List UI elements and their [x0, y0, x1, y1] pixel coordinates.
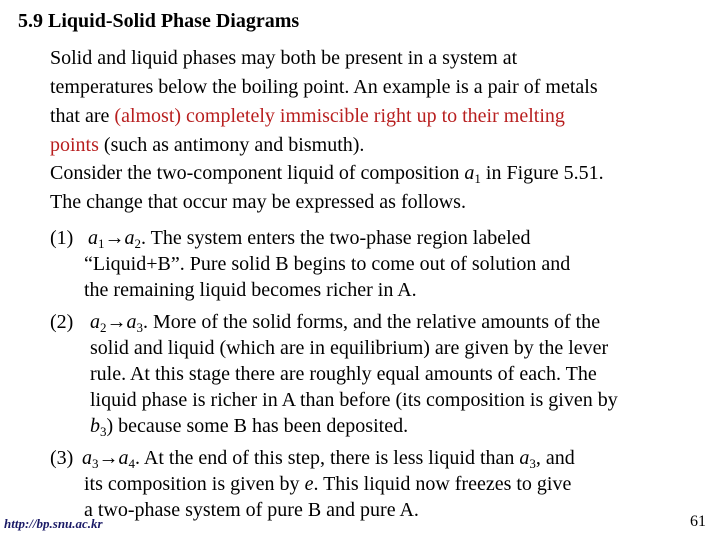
- arrow-icon: →: [104, 227, 125, 249]
- page-number: 61: [690, 513, 706, 530]
- step-text: . At the end of this step, there is less liquid than: [135, 447, 520, 469]
- intro-line: temperatures below the boiling point. An example is a pair of metals: [50, 76, 598, 98]
- step-from-subscript: 2: [100, 320, 107, 335]
- step-2-line: [90, 413, 408, 439]
- consider-text: Consider the two-component liquid of composition: [50, 162, 465, 184]
- slide-title: 5.9 Liquid-Solid Phase Diagrams: [18, 10, 300, 32]
- step-text: ) because some B has been deposited.: [106, 415, 409, 437]
- step-1-head: [50, 225, 531, 251]
- intro-highlight: (almost) completely immiscible right up to their melting: [114, 105, 565, 127]
- intro-highlight: points: [50, 134, 99, 156]
- step-3-line: a two-phase system of pure B and pure A.: [84, 499, 419, 521]
- step-text: . This liquid now freezes to give: [313, 473, 572, 495]
- step-2-line: rule. At this stage there are roughly equal amounts of each. The: [90, 363, 597, 385]
- intro-text: that are: [50, 105, 115, 127]
- step-from-variable: a: [90, 311, 100, 333]
- step-text: its composition is given by: [84, 473, 305, 495]
- footer-url: http://bp.snu.ac.kr: [4, 516, 103, 531]
- step-to-variable: a: [118, 447, 129, 469]
- step-number: (2): [50, 311, 74, 333]
- step-composition-variable: e: [304, 473, 314, 495]
- step-number: (1): [50, 227, 74, 249]
- step-composition-subscript: 3: [100, 424, 107, 439]
- step-from-variable: a: [82, 447, 92, 469]
- step-1-line: “Liquid+B”. Pure solid B begins to come out of solution and: [84, 253, 571, 275]
- step-from-subscript: 3: [92, 456, 99, 471]
- step-to-subscript: 4: [128, 456, 135, 471]
- step-to-variable: a: [126, 311, 137, 333]
- arrow-icon: →: [106, 311, 127, 333]
- intro-line: Solid and liquid phases may both be present in a system at: [50, 47, 518, 69]
- step-to-variable: a: [124, 227, 135, 249]
- arrow-icon: →: [98, 447, 119, 469]
- step-1-line: the remaining liquid becomes richer in A.: [84, 279, 417, 301]
- step-number: (3): [50, 447, 74, 469]
- step-3-head: [50, 445, 575, 471]
- step-3-line: [84, 471, 571, 497]
- step-text: . More of the solid forms, and the relative amounts of the: [143, 311, 601, 333]
- step-text: . The system enters the two-phase region labeled: [141, 227, 531, 249]
- step-from-variable: a: [88, 227, 98, 249]
- intro-text: (such as antimony and bismuth).: [98, 134, 365, 156]
- step-to-subscript: 3: [136, 320, 143, 335]
- step-composition-variable: a: [519, 447, 530, 469]
- step-2-line: liquid phase is richer in A than before (its composition is given by: [90, 389, 618, 411]
- step-2-head: [50, 309, 600, 335]
- step-text: , and: [535, 447, 575, 469]
- step-2-line: solid and liquid (which are in equilibrium) are given by the lever: [90, 337, 609, 359]
- step-to-subscript: 2: [134, 236, 141, 251]
- consider-text: in Figure 5.51.: [480, 162, 604, 184]
- composition-subscript: 1: [474, 171, 481, 186]
- step-composition-subscript: 3: [529, 456, 536, 471]
- step-from-subscript: 1: [98, 236, 105, 251]
- composition-variable: a: [464, 162, 475, 184]
- step-composition-variable: b: [90, 415, 100, 437]
- consider-line: The change that occur may be expressed as follows.: [50, 191, 466, 213]
